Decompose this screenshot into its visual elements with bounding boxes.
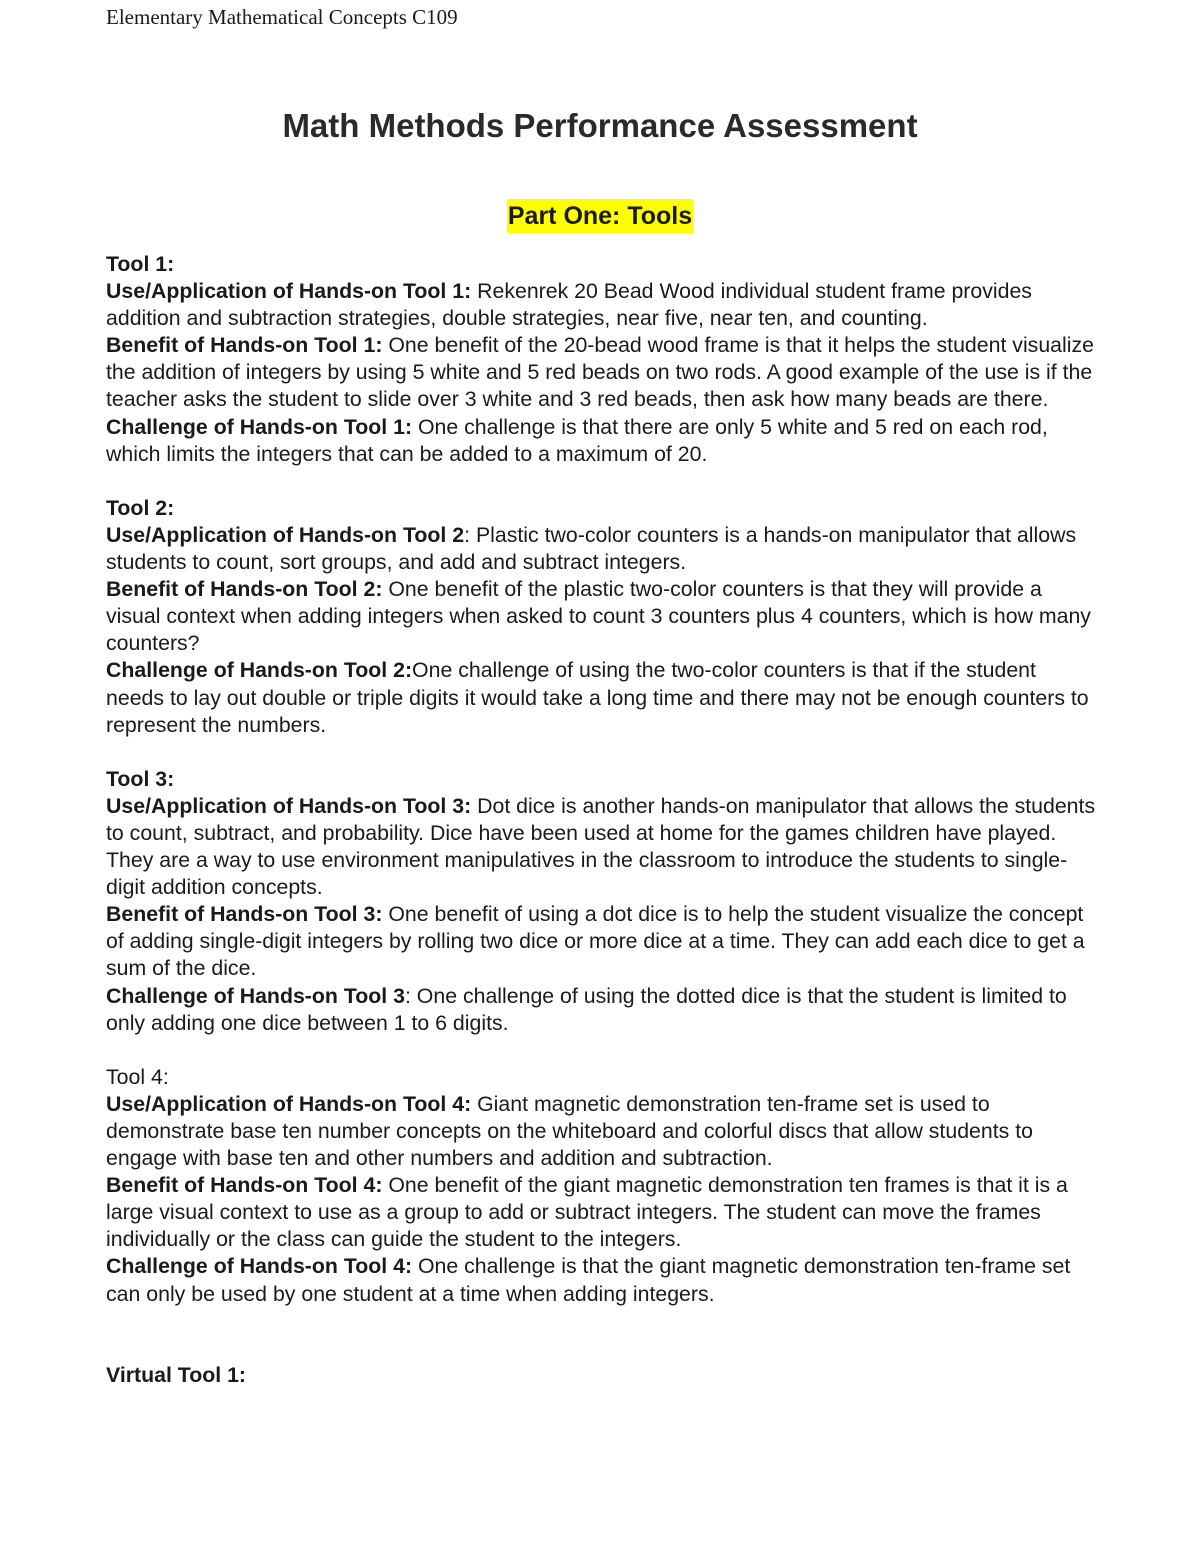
benefit-label: Benefit of Hands-on Tool 1: — [106, 333, 383, 358]
tool-heading: Tool 3: — [106, 766, 175, 791]
benefit-text: One benefit of the giant magnetic demonstration ten frames is that it is a large visual context to use as a group to add or subtract integers. The student can move the frames individually or the class can guide the student to the integers. — [106, 1173, 1068, 1252]
document-body — [106, 251, 1096, 1389]
challenge-text: One challenge is that the giant magnetic demonstration ten-frame set can only be used by one student at a time when adding integers. — [106, 1254, 1071, 1306]
use-label: Use/Application of Hands-on Tool 1: — [106, 279, 472, 304]
use-text: Giant magnetic demonstration ten-frame set is used to demonstrate base ten number concepts on the whiteboard and colorful discs that allow students to engage with base ten and other numbers and addition and subtraction. — [106, 1091, 1033, 1171]
challenge-paragraph — [106, 1253, 1096, 1307]
challenge-label: Challenge of Hands-on Tool 2: — [106, 658, 413, 683]
use-label: Use/Application of Hands-on Tool 3: — [106, 793, 472, 818]
use-label: Use/Application of Hands-on Tool 4: — [106, 1091, 472, 1116]
tool-section-4 — [106, 1064, 1096, 1308]
benefit-paragraph — [106, 1172, 1096, 1253]
challenge-text: One challenge of using the two-color counters is that if the student needs to lay out double or triple digits it would take a long time and there may not be enough counters to represent the numbers. — [106, 658, 1089, 737]
benefit-text: One benefit of using a dot dice is to help the student visualize the concept of adding single-digit integers by rolling two dice or more dice at a time. They can add each dice to get a sum of the dice. — [106, 902, 1085, 981]
use-text: : Plastic two-color counters is a hands-on manipulator that allows students to count, sort groups, and add and subtract integers. — [106, 522, 1077, 575]
tool-section-1 — [106, 251, 1096, 468]
benefit-text: One benefit of the plastic two-color counters is that they will provide a visual context when adding integers when asked to count 3 counters plus 4 counters, which is how many counters? — [106, 577, 1091, 656]
use-paragraph — [106, 278, 1096, 332]
challenge-paragraph — [106, 983, 1096, 1037]
use-paragraph — [106, 522, 1096, 576]
challenge-label: Challenge of Hands-on Tool 3 — [106, 983, 405, 1008]
document-title: Math Methods Performance Assessment — [282, 107, 918, 144]
challenge-text: One challenge is that there are only 5 white and 5 red on each rod, which limits the integers that can be added to a maximum of 20. — [106, 414, 1048, 466]
benefit-paragraph — [106, 901, 1096, 982]
challenge-label: Challenge of Hands-on Tool 4: — [106, 1254, 413, 1279]
use-text: Dot dice is another hands-on manipulator that allows the students to count, subtract, and probability. Dice have been used at home for the games children have played. They are a way to use environment manipulatives in the classroom to introduce the students to single-digit addition concepts. — [106, 793, 1096, 900]
benefit-text: One benefit of the 20-bead wood frame is that it helps the student visualize the addition of integers by using 5 white and 5 red beads on two rods. A good example of the use is if the teacher asks the student to slide over 3 white and 3 red beads, then ask how many beads are there. — [106, 333, 1094, 412]
tool-heading: Tool 1: — [106, 252, 175, 276]
challenge-label: Challenge of Hands-on Tool 1: — [106, 414, 413, 439]
part-heading: Part One: Tools — [507, 199, 693, 233]
virtual-tool-heading: Virtual Tool 1: — [106, 1362, 247, 1387]
benefit-label: Benefit of Hands-on Tool 4: — [106, 1173, 383, 1198]
use-paragraph — [106, 1091, 1096, 1172]
challenge-text: : One challenge of using the dotted dice is that the student is limited to only adding one dice between 1 to 6 digits. — [106, 983, 1067, 1035]
tool-section-2 — [106, 495, 1096, 739]
part-heading-wrapper — [0, 199, 1200, 233]
use-paragraph — [106, 793, 1096, 901]
running-header: Elementary Mathematical Concepts C109 — [106, 5, 458, 29]
challenge-paragraph — [106, 657, 1096, 738]
benefit-paragraph — [106, 576, 1096, 657]
tool-heading: Tool 4: — [106, 1064, 169, 1089]
use-text: Rekenrek 20 Bead Wood individual student frame provides addition and subtraction strategies, double strategies, near five, near ten, and counting. — [106, 279, 1032, 331]
tool-heading: Tool 2: — [106, 495, 175, 520]
challenge-paragraph — [106, 414, 1096, 468]
benefit-label: Benefit of Hands-on Tool 2: — [106, 577, 383, 602]
tool-section-3 — [106, 766, 1096, 1037]
benefit-label: Benefit of Hands-on Tool 3: — [106, 902, 383, 927]
benefit-paragraph — [106, 332, 1096, 413]
use-label: Use/Application of Hands-on Tool 2 — [106, 522, 465, 547]
